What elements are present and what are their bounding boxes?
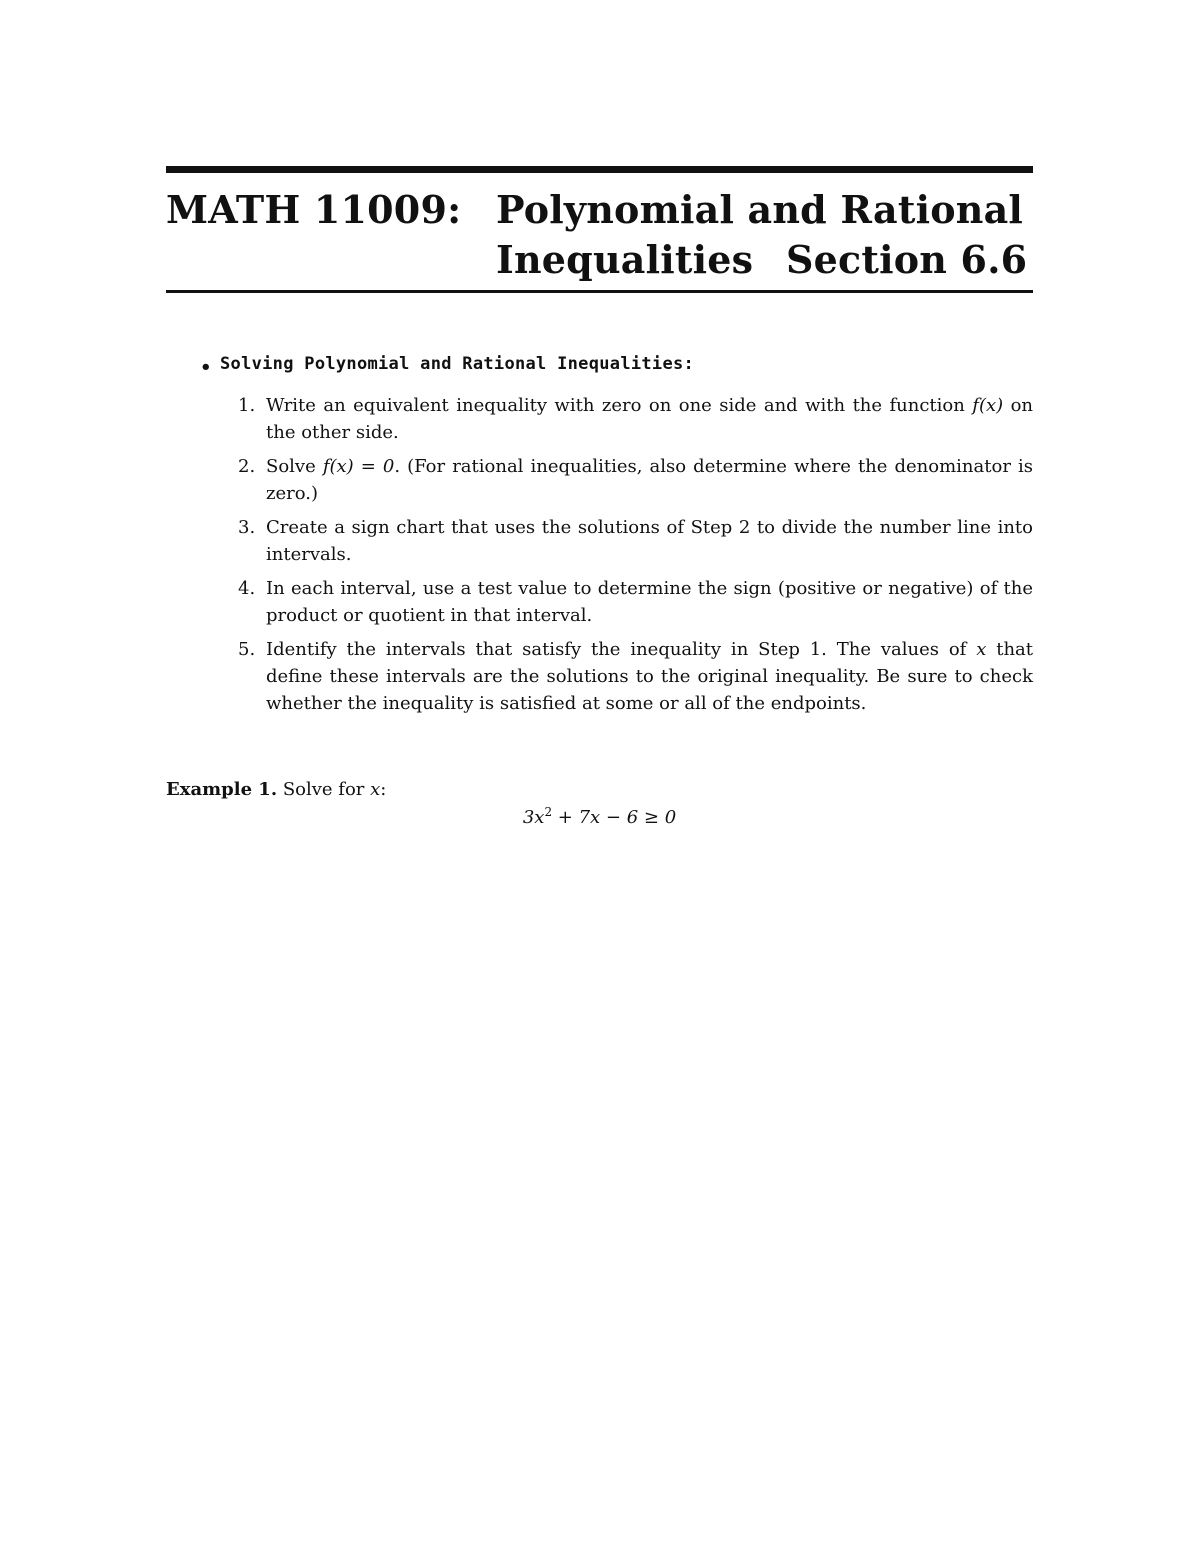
step-text: Write an equivalent inequality with zero on one side and with the function	[266, 395, 973, 416]
title-topic: Inequalities	[496, 237, 754, 282]
step-item	[166, 636, 1033, 717]
main-content	[166, 350, 1033, 724]
course-code: MATH 11009:	[166, 187, 462, 232]
title-top-rule	[166, 166, 1033, 173]
example-colon: :	[380, 779, 387, 800]
steps-list	[166, 392, 1033, 717]
step-item	[166, 392, 1033, 446]
step-text: . (For rational inequalities, also determine where the denominator is zero.)	[266, 456, 1033, 504]
step-text: Create a sign chart that uses the solutions of Step 2 to divide the number line into intervals.	[266, 517, 1033, 565]
equation-term: 3x	[522, 807, 545, 828]
step-math: f(x) = 0	[322, 456, 395, 477]
step-number: 3.	[238, 517, 256, 538]
example-variable: x	[370, 779, 381, 800]
equation-rest: + 7x − 6 ≥ 0	[552, 807, 677, 828]
section-number: Section 6.6	[786, 237, 1028, 282]
step-text: Solve	[266, 456, 323, 477]
example-equation	[166, 804, 1033, 831]
step-number: 2.	[238, 456, 256, 477]
step-text: In each interval, use a test value to determine the sign (positive or negative) of the product or quotient in that interval.	[266, 578, 1033, 626]
step-number: 5.	[238, 639, 256, 660]
equation-exponent: 2	[544, 805, 553, 819]
step-math: f(x)	[972, 395, 1004, 416]
step-text: on the other side.	[266, 395, 1034, 443]
example-text: Solve for	[277, 779, 371, 800]
step-math: x	[976, 639, 987, 660]
bullet-item	[166, 350, 1033, 380]
step-text: Identify the intervals that satisfy the inequality in Step 1. The values of	[266, 639, 977, 660]
bullet-heading: Solving Polynomial and Rational Inequalities:	[220, 354, 695, 374]
step-number: 4.	[238, 578, 256, 599]
title-bottom-rule	[166, 290, 1033, 293]
example-label: Example 1.	[166, 779, 278, 800]
example-prompt	[166, 776, 1033, 803]
bullet-dot-icon: •	[200, 357, 212, 378]
step-item	[166, 514, 1033, 568]
step-number: 1.	[238, 395, 256, 416]
step-text: that define these intervals are the solutions to the original inequality. Be sure to check whether the inequality is satisfied at some or all of the endpoints.	[266, 639, 1034, 714]
step-item	[166, 453, 1033, 507]
title-line-1: Polynomial and Rational	[496, 187, 1024, 232]
step-item	[166, 575, 1033, 629]
